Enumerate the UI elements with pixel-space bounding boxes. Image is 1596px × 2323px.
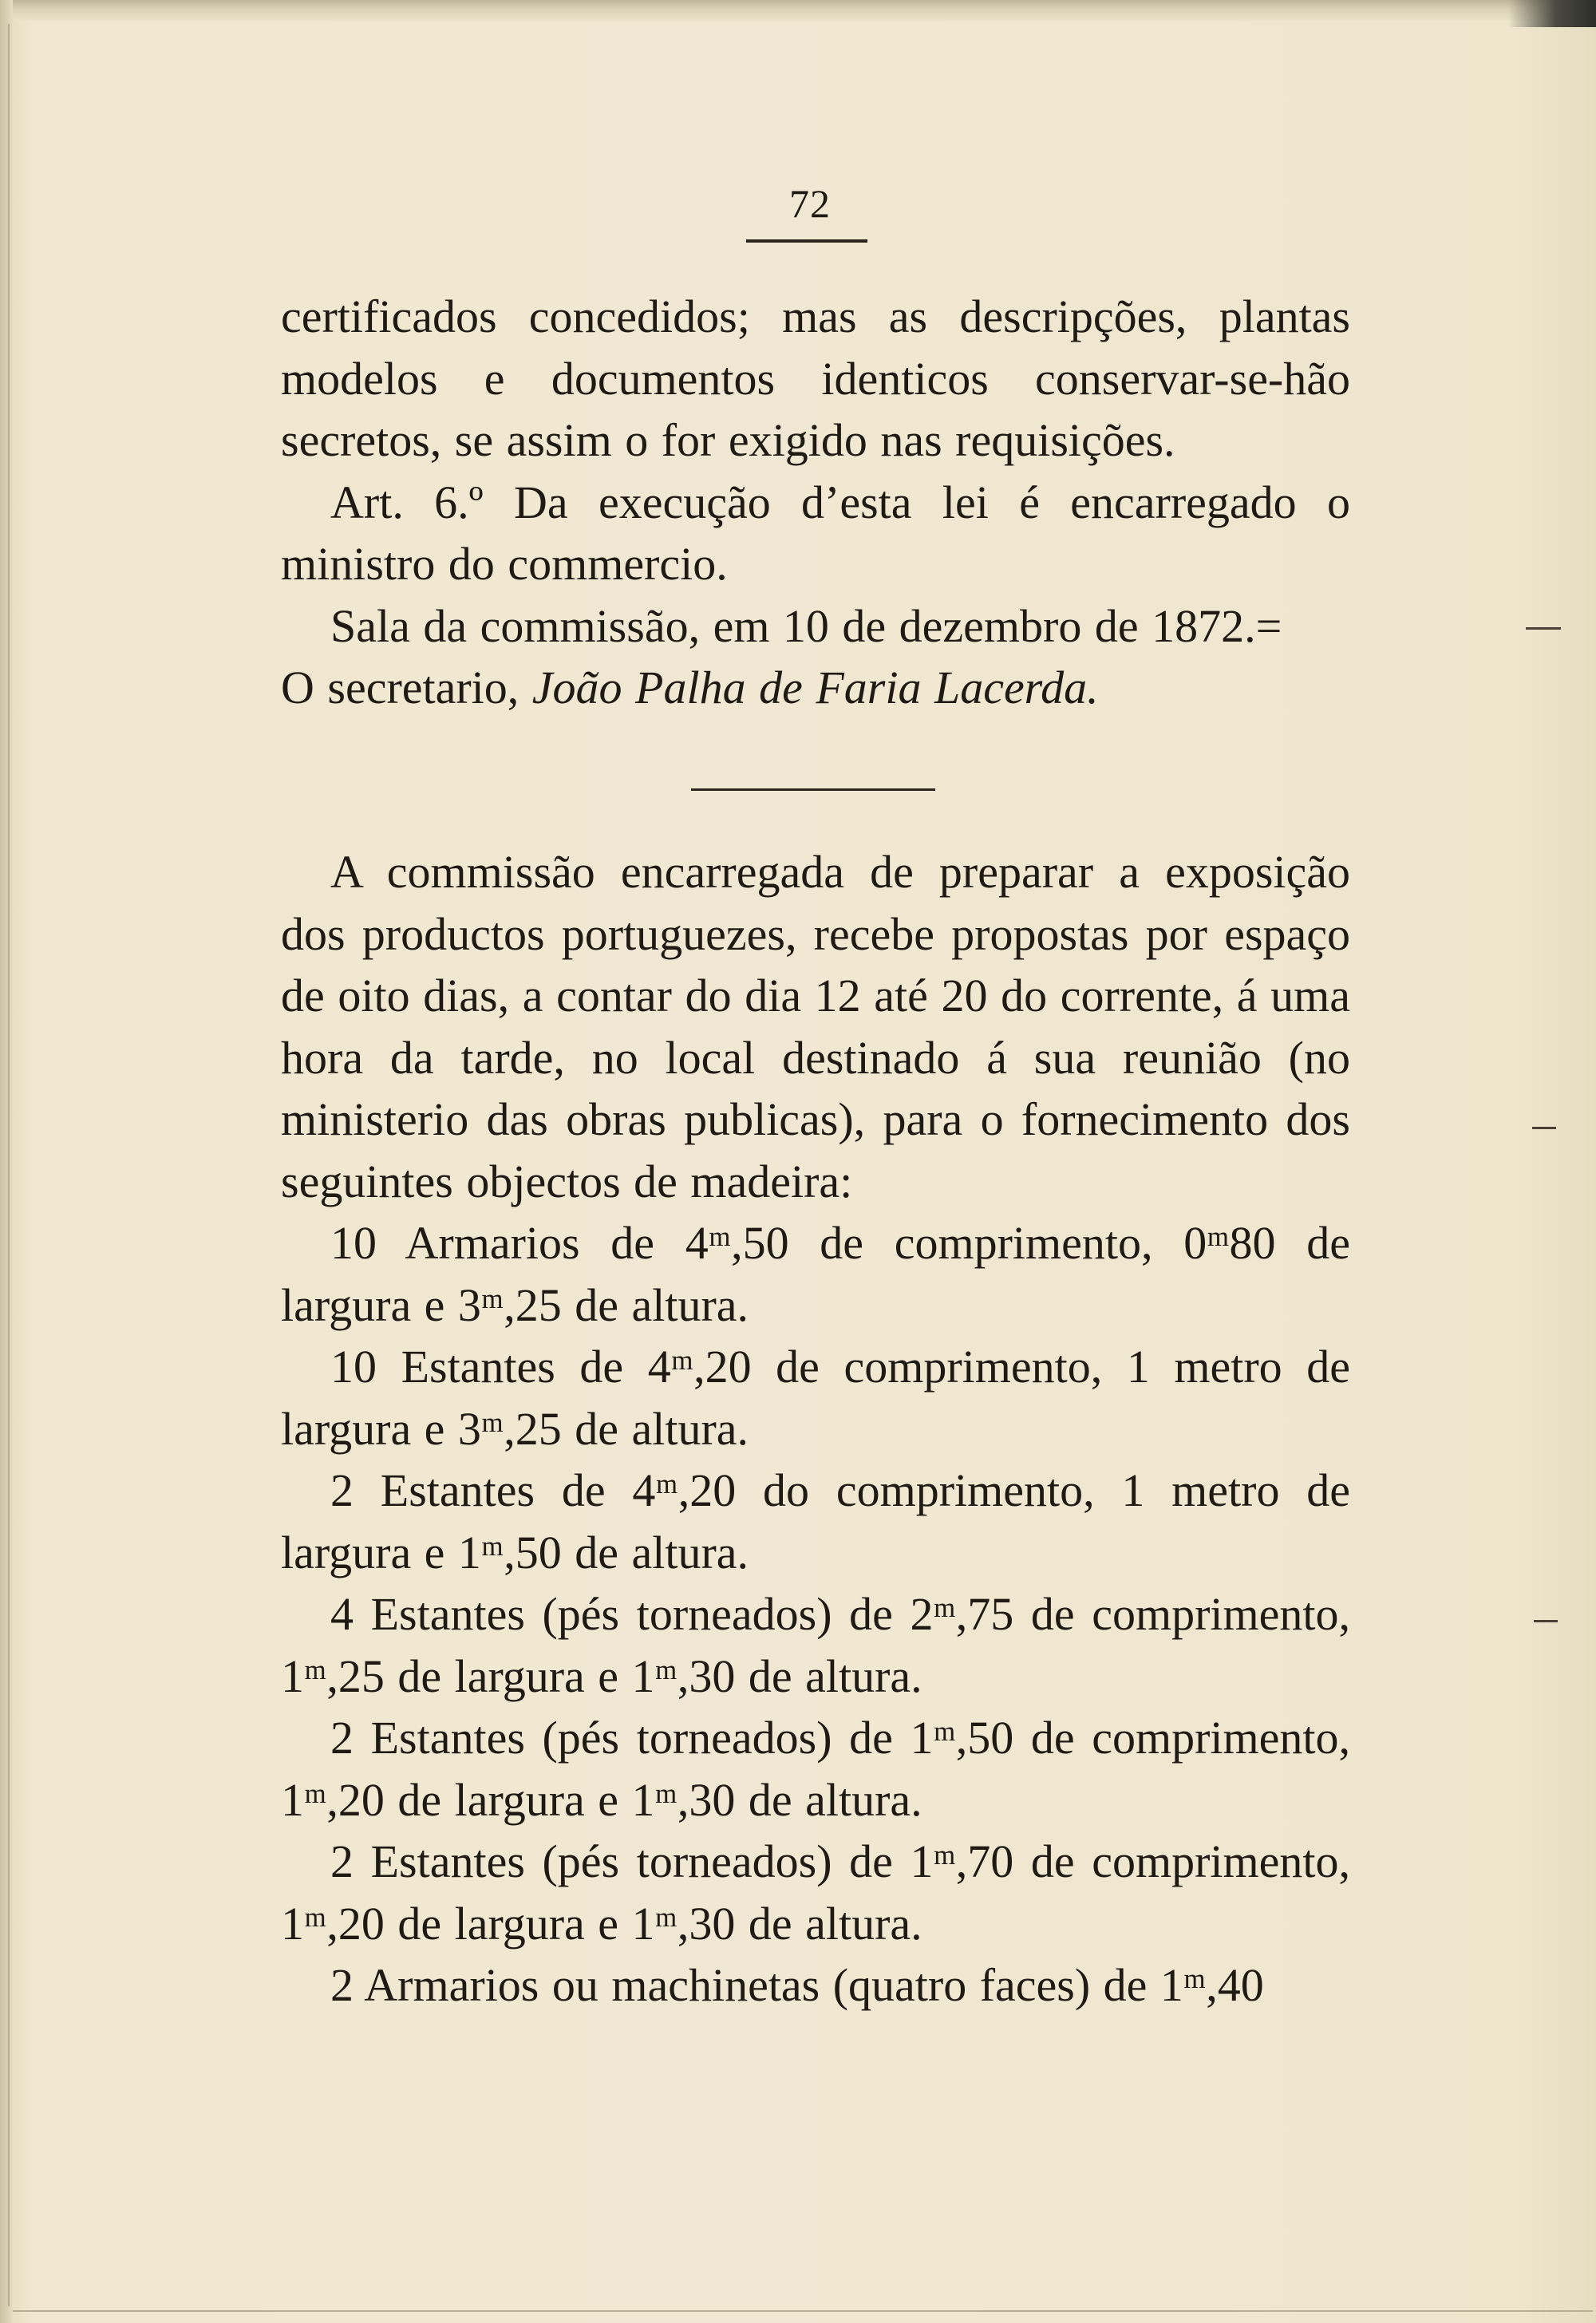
list-item: 4 Estantes (pés torneados) de 2ᵐ,75 de comprimento, 1ᵐ,25 de largura e 1ᵐ,30 de altura.: [281, 1588, 1350, 1702]
list-item: 2 Estantes (pés torneados) de 1ᵐ,70 de comprimento, 1ᵐ,20 de largura e 1ᵐ,30 de altura.: [281, 1835, 1350, 1950]
list-item: 10 Armarios de 4ᵐ,50 de comprimento, 0ᵐ80 de largura e 3ᵐ,25 de altura.: [281, 1217, 1350, 1331]
list-item: 2 Estantes de 4ᵐ,20 do comprimento, 1 metro de largura e 1ᵐ,50 de altura.: [281, 1464, 1350, 1578]
margin-mark: [1532, 1127, 1556, 1129]
left-margin-line: [8, 24, 10, 2306]
bottom-edge-line: [13, 2310, 1593, 2312]
paragraph: Art. 6.º Da execução d’esta lei é encarregado o ministro do commercio.: [281, 476, 1350, 590]
signature-line: [281, 657, 1350, 719]
page-top-edge: [0, 0, 1596, 21]
signature-prefix: O secretario,: [281, 662, 519, 713]
paragraph: certificados concedidos; mas as descripções, plantas modelos e documentos identicos conservar-se-hão secretos, se assim o for exigido nas requisições.: [281, 290, 1350, 466]
page-left-edge: [0, 0, 13, 2323]
list-item: 2 Estantes (pés torneados) de 1ᵐ,50 de comprimento, 1ᵐ,20 de largura e 1ᵐ,30 de altura.: [281, 1712, 1350, 1826]
section-divider: [691, 788, 935, 791]
continuation-text: [281, 286, 1350, 719]
paragraph: A commissão encarregada de preparar a exposição dos productos portuguezes, recebe propostas por espaço de oito dias, a contar do dia 12 até 20 do corrente, á uma hora da tarde, no local destinado á sua reunião (no ministerio das obras publicas), para o fornecimento dos seguintes objectos de madeira:: [281, 846, 1350, 1207]
list-item: 10 Estantes de 4ᵐ,20 de comprimento, 1 metro de largura e 3ᵐ,25 de altura.: [281, 1341, 1350, 1455]
signature-name: João Palha de Faria Lacerda.: [531, 662, 1099, 713]
page-number: 72: [789, 181, 831, 226]
page-number-underline: [746, 239, 867, 243]
margin-mark: [1526, 627, 1561, 630]
margin-mark: [1534, 1620, 1558, 1622]
paragraph: Sala da commissão, em 10 de dezembro de 1872.=: [330, 599, 1282, 652]
notice-text: [281, 841, 1350, 2017]
list-item: 2 Armarios ou machinetas (quatro faces) de 1ᵐ,40: [330, 1959, 1264, 2011]
binding-shadow: [1508, 0, 1596, 27]
